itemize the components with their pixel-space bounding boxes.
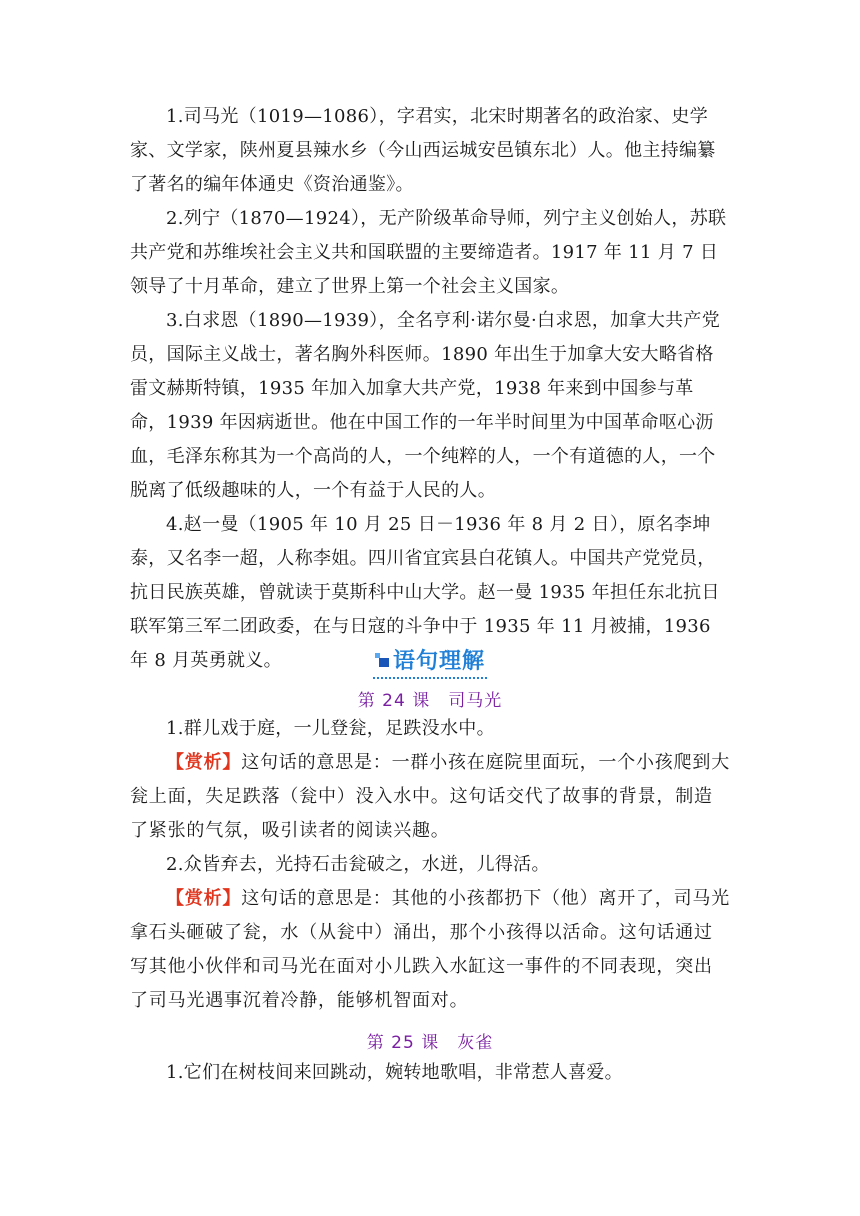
note-1: 1.司马光（1019—1086），字君实，北宋时期著名的政治家、史学家、文学家，陕州夏县辣水乡（今山西运城安邑镇东北）人。他主持编纂了著名的编年体通史《资治通鉴》。 — [130, 106, 716, 195]
note-2: 2.列宁（1870—1924），无产阶级革命导师，列宁主义创始人，苏联共产党和苏维埃社会主义共和国联盟的主要缔造者。1917 年 11 月 7 日领导了十月革命，建立了世界上第一个社会主义国家。 — [130, 208, 727, 297]
square-bullet-icon — [375, 653, 389, 667]
lesson-24-sentence-1: 1.群儿戏于庭，一儿登瓮，足跌没水中。 — [166, 718, 495, 739]
lesson-24-sentence-2: 2.众皆弃去，光持石击瓮破之，水迸，儿得活。 — [166, 854, 550, 875]
section-title: 语句理解 — [392, 649, 485, 674]
lesson-25-name: 灰雀 — [457, 1033, 494, 1053]
section-heading — [0, 644, 860, 679]
analysis-tag: 【赏析】 — [166, 752, 242, 773]
analysis-text: 这句话的意思是：其他的小孩都扔下（他）离开了，司马光拿石头砸破了瓮，水（从瓮中）涌出，那个小孩得以活命。这句话通过写其他小伙伴和司马光在面对小儿跌入水缸这一事件的不同表现，突出了司马光遇事沉着冷静，能够机智面对。 — [130, 888, 731, 1011]
lesson-24-name: 司马光 — [448, 691, 503, 711]
lesson-24-analysis-1 — [130, 746, 730, 848]
lesson-24-analysis-2 — [130, 882, 730, 1018]
lesson-25-label: 第 25 课 — [366, 1033, 440, 1053]
note-4: 4.赵一曼（1905 年 10 月 25 日－1936 年 8 月 2 日），原名李坤泰，又名李一超，人称李姐。四川省宜宾县白花镇人。中国共产党党员，抗日民族英雄，曾就读于莫斯科中山大学。赵一曼 1935 年担任东北抗日联军第三军二团政委，在与日寇的斗争中于 1935 年 11 月被捕，1936 年 8 月英勇就义。 — [130, 514, 720, 671]
analysis-text: 这句话的意思是：一群小孩在庭院里面玩，一个小孩爬到大瓮上面，失足跌落（瓮中）没入水中。这句话交代了故事的背景，制造了紧张的气氛，吸引读者的阅读兴趣。 — [130, 752, 731, 841]
note-3: 3.白求恩（1890—1939），全名亨利·诺尔曼·白求恩，加拿大共产党员，国际主义战士，著名胸外科医师。1890 年出生于加拿大安大略省格雷文赫斯特镇，1935 年加入加拿大共产党，1938 年来到中国参与革命，1939 年因病逝世。他在中国工作的一年半时间里为中国革命呕心沥血，毛泽东称其为一个高尚的人，一个纯粹的人，一个有道德的人，一个脱离了低级趣味的人，一个有益于人民的人。 — [130, 310, 721, 501]
lesson-24-label: 第 24 课 — [357, 691, 431, 711]
lesson-25-sentence-1: 1.它们在树枝间来回跳动，婉转地歌唱，非常惹人喜爱。 — [166, 1062, 623, 1083]
analysis-tag: 【赏析】 — [166, 888, 242, 909]
notes-section — [130, 100, 730, 678]
lesson-25-title — [0, 1028, 860, 1053]
lesson-25-content — [130, 1056, 730, 1090]
lesson-24-content — [130, 712, 730, 1018]
lesson-24-title — [0, 686, 860, 711]
section-title-wrap — [373, 644, 487, 679]
